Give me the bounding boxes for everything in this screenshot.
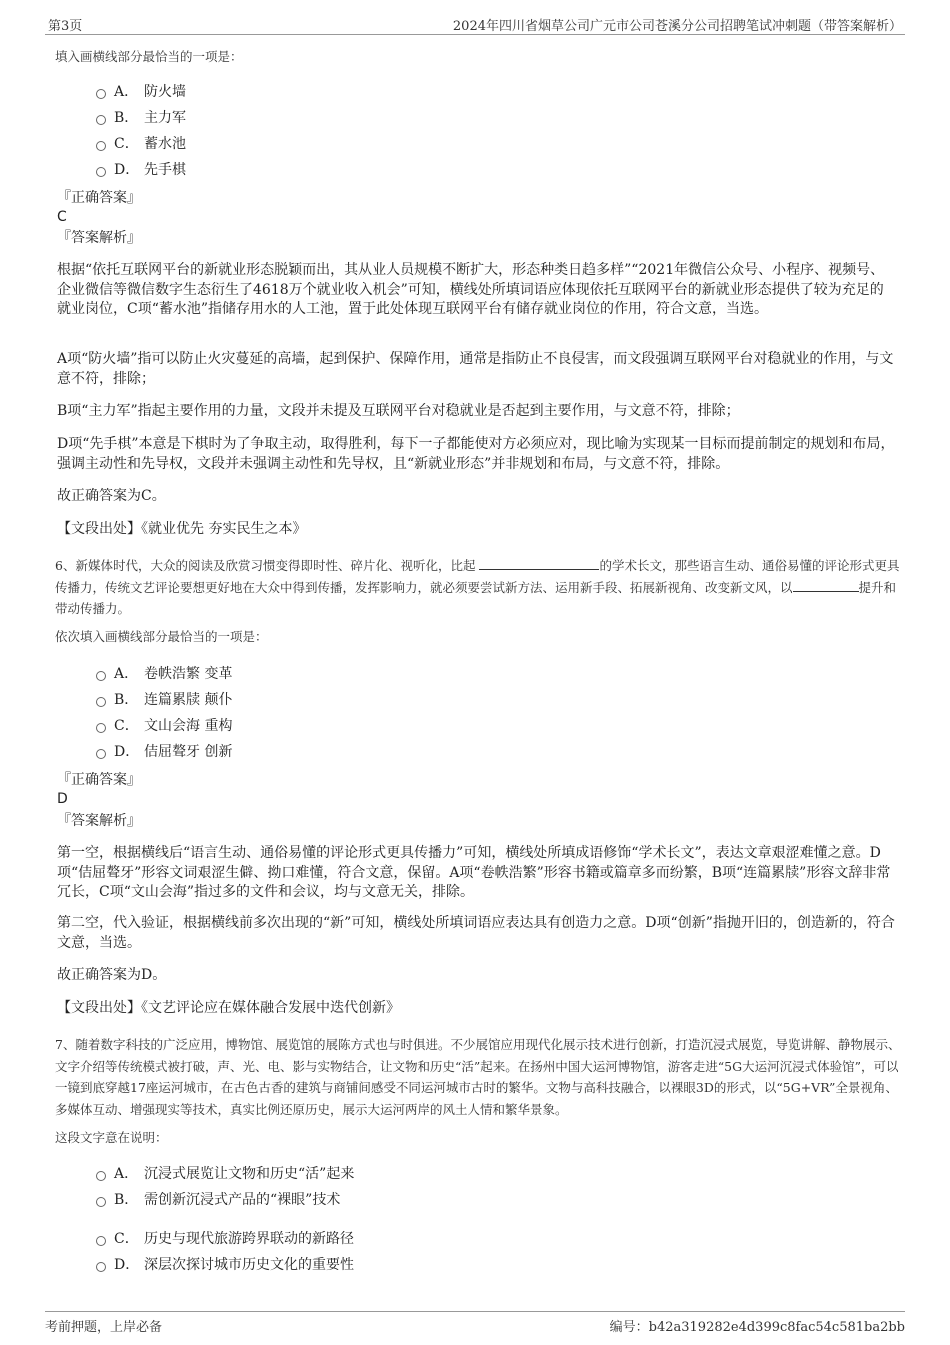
q7-stem: 7、随着数字科技的广泛应用，博物馆、展览馆的展陈方式也与时俱进。不少展馆应用现代化展示技术进行创新，打造沉浸式展览，导览讲解、静物展示、文字介绍等传统模式被打破，声、光、电、影与实物结合，让文物和历史“活”起来。在扬州中国大运河博物馆，游客走进“5G大运河沉浸式体验馆”，可以一镜到底穿越17座运河城市，在古色古香的建筑与商铺间感受不同运河城市古时的繁华。文物与高科技融合，以裸眼3D的形式，以“5G+VR”全景视角、多媒体互动、增强现实等技术，真实比例还原历史，展示大运河两岸的风土人情和繁华景象。: [55, 1037, 901, 1117]
q6-conclusion: 故正确答案为D。: [57, 967, 167, 983]
q5-option-b[interactable]: [96, 108, 186, 128]
option-text: 需创新沉浸式产品的“裸眼”技术: [144, 1192, 341, 1208]
q5-option-c[interactable]: [96, 134, 186, 154]
q6-answer: D: [57, 791, 68, 807]
option-letter: D．: [114, 744, 140, 760]
option-letter: A．: [114, 84, 139, 100]
q6-prompt: 依次填入画横线部分最恰当的一项是：: [55, 629, 268, 644]
radio-icon[interactable]: [96, 1236, 106, 1246]
q5-conclusion: 故正确答案为C。: [57, 488, 166, 504]
radio-icon[interactable]: [96, 671, 106, 681]
option-text: 佶屈聱牙 创新: [144, 744, 233, 760]
footer-slogan: 考前押题，上岸必备: [45, 1320, 163, 1335]
radio-icon[interactable]: [96, 723, 106, 733]
q6-option-b[interactable]: [96, 690, 232, 710]
option-letter: D．: [114, 1257, 140, 1273]
q7-prompt: 这段文字意在说明：: [55, 1130, 168, 1145]
option-text: 历史与现代旅游跨界联动的新路径: [144, 1231, 354, 1247]
q7-option-d[interactable]: [96, 1255, 354, 1275]
option-letter: A．: [114, 1166, 139, 1182]
q6-analysis-label: 『答案解析』: [57, 813, 141, 829]
q6-stem-text: 6、新媒体时代，大众的阅读及欣赏习惯变得即时性、碎片化、视听化，比起: [55, 558, 476, 573]
q5-option-d[interactable]: [96, 160, 186, 180]
radio-icon[interactable]: [96, 1171, 106, 1181]
option-letter: C．: [114, 136, 139, 152]
radio-icon[interactable]: [96, 697, 106, 707]
q6-stem: [55, 555, 905, 620]
document-title: 2024年四川省烟草公司广元市公司苍溪分公司招聘笔试冲刺题（带答案解析）: [452, 19, 902, 34]
fill-blank: [479, 555, 599, 570]
option-text: 蓄水池: [144, 136, 186, 152]
option-letter: A．: [114, 666, 139, 682]
option-letter: B．: [114, 692, 139, 708]
q5-analysis-paragraph: A项“防火墙”指可以防止火灾蔓延的高墙，起到保护、保障作用，通常是指防止不良侵害，而文段强调互联网平台对稳就业的作用，与文意不符，排除；: [57, 351, 894, 387]
q5-analysis-paragraph: D项“先手棋”本意是下棋时为了争取主动，取得胜利，每下一子都能使对方必须应对，现比喻为实现某一目标而提前制定的规划和布局，强调主动性和先导权，文段并未强调主动性和先导权，且“新就业形态”并非规划和布局，与文意不符，排除。: [57, 436, 895, 472]
option-letter: B．: [114, 110, 139, 126]
q6-option-c[interactable]: [96, 716, 232, 736]
q5-analysis-paragraph: 根据“依托互联网平台的新就业形态脱颖而出，其从业人员规模不断扩大，形态种类日趋多样”“2021年微信公众号、小程序、视频号、企业微信等微信数字生态衍生了4618万个就业收入机会”可知，横线处所填词语应体现依托互联网平台的新就业形态提供了较为充足的就业岗位，C项“蓄水池”指储存用水的人工池，置于此处体现互联网平台有储存就业岗位的作用，符合文意，当选。: [57, 262, 885, 317]
option-text: 文山会海 重构: [144, 718, 233, 734]
option-text: 主力军: [144, 110, 186, 126]
page-header: [45, 12, 905, 35]
q5-analysis-paragraph: B项“主力军”指起主要作用的力量，文段并未提及互联网平台对稳就业是否起到主要作用，与文意不符，排除；: [57, 403, 740, 419]
option-text: 卷帙浩繁 变革: [144, 666, 233, 682]
radio-icon[interactable]: [96, 1262, 106, 1272]
radio-icon[interactable]: [96, 141, 106, 151]
q6-analysis-paragraph: 第一空，根据横线后“语言生动、通俗易懂的评论形式更具传播力”可知，横线处所填成语修饰“学术长文”，表达文章艰涩难懂之意。D项“佶屈聱牙”形容文词艰涩生僻、拗口难懂，符合文意，保留。A项“卷帙浩繁”形容书籍或篇章多而纷繁，B项“连篇累牍”形容文辞非常冗长，C项“文山会海”指过多的文件和会议，均与文意无关，排除。: [57, 845, 891, 900]
option-letter: B．: [114, 1192, 139, 1208]
q6-stem-text: 的学术长文，那些语言生动、通俗易懂的评论形式更具传播力，传统文艺评论要想更好地在大众中得到传播，发挥影响力，就必须要尝试新方法、运用新手段、拓展新视角、改变新文风，以: [55, 558, 900, 595]
option-letter: C．: [114, 1231, 139, 1247]
radio-icon[interactable]: [96, 167, 106, 177]
q5-answer-label: 『正确答案』: [57, 190, 141, 206]
option-text: 防火墙: [144, 84, 186, 100]
radio-icon[interactable]: [96, 115, 106, 125]
q6-source: 【文段出处】《文艺评论应在媒体融合发展中迭代创新》: [57, 1000, 400, 1016]
option-text: 深层次探讨城市历史文化的重要性: [144, 1257, 354, 1273]
radio-icon[interactable]: [96, 749, 106, 759]
option-text: 先手棋: [144, 162, 186, 178]
radio-icon[interactable]: [96, 89, 106, 99]
q7-option-c[interactable]: [96, 1229, 354, 1249]
q6-analysis-paragraph: 第二空，代入验证，根据横线前多次出现的“新”可知，横线处所填词语应表达具有创造力之意。D项“创新”指抛开旧的，创造新的，符合文意，当选。: [57, 915, 895, 951]
page-footer: [45, 1311, 905, 1334]
document-id: 编号：b42a319282e4d399c8fac54c581ba2bb: [609, 1320, 905, 1335]
q6-stem-text: 提升和带动传播力。: [55, 579, 897, 616]
q7-option-a[interactable]: [96, 1164, 354, 1184]
option-text: 沉浸式展览让文物和历史“活”起来: [144, 1166, 355, 1182]
fill-blank: [793, 577, 859, 592]
q5-analysis-label: 『答案解析』: [57, 230, 141, 246]
q7-option-b[interactable]: [96, 1190, 340, 1210]
q5-source: 【文段出处】《就业优先 夯实民生之本》: [57, 521, 307, 537]
q5-answer: C: [57, 209, 67, 225]
q5-option-a[interactable]: [96, 82, 186, 102]
option-letter: D．: [114, 162, 140, 178]
radio-icon[interactable]: [96, 1197, 106, 1207]
q6-answer-label: 『正确答案』: [57, 772, 141, 788]
q6-option-a[interactable]: [96, 664, 232, 684]
page-number: 第3页: [48, 19, 83, 34]
option-text: 连篇累牍 颠仆: [144, 692, 233, 708]
q6-option-d[interactable]: [96, 742, 232, 762]
q5-prompt: 填入画横线部分最恰当的一项是：: [55, 49, 243, 64]
option-letter: C．: [114, 718, 139, 734]
